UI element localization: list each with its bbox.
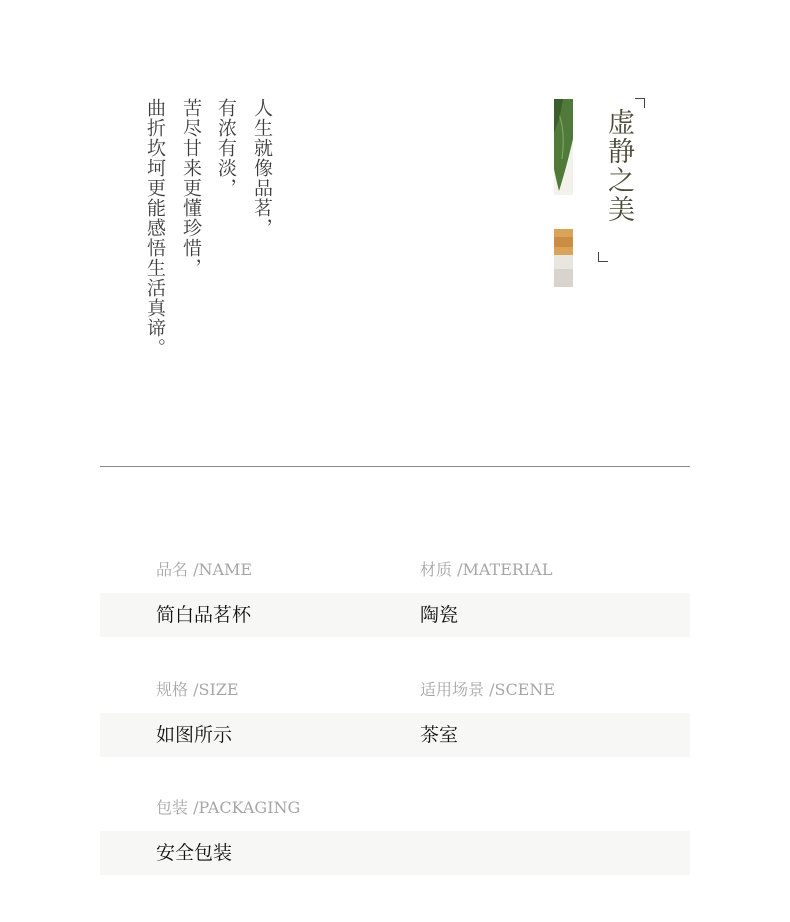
spec-value-row	[100, 593, 690, 637]
spec-value-row	[100, 831, 690, 875]
spec-label-row	[100, 679, 690, 707]
name-label: 品名 /NAME	[156, 560, 253, 579]
poem-line-2: 有浓有淡，	[215, 98, 237, 198]
size-label: 规格 /SIZE	[156, 680, 239, 699]
packaging-value: 安全包装	[156, 842, 233, 864]
size-value: 如图所示	[156, 724, 233, 746]
poem	[0, 98, 790, 388]
poem-line-3: 苦尽甘来更懂珍惜，	[180, 98, 202, 278]
poem-line-4: 曲折坎坷更能感悟生活真谛。	[144, 98, 166, 358]
title-block	[597, 98, 647, 262]
spec-row-size-scene	[100, 679, 690, 757]
tea-photo	[554, 99, 573, 287]
spec-label-row	[100, 797, 690, 825]
name-value: 简白品茗杯	[156, 604, 252, 626]
corner-bracket-top-right	[635, 98, 645, 108]
packaging-label: 包装 /PACKAGING	[156, 798, 301, 817]
page-title: 虚静之美	[603, 108, 634, 224]
material-label: 材质 /MATERIAL	[420, 560, 553, 579]
poem-line-1: 人生就像品茗，	[251, 98, 273, 238]
spec-row-name-material	[100, 559, 690, 637]
material-value: 陶瓷	[420, 604, 459, 626]
spec-value-row	[100, 713, 690, 757]
spec-label-row	[100, 559, 690, 587]
scene-value: 茶室	[420, 724, 459, 746]
section-divider	[100, 466, 690, 467]
corner-bracket-bottom-left	[598, 252, 608, 262]
scene-label: 适用场景 /SCENE	[420, 680, 556, 699]
spec-row-packaging	[100, 797, 690, 875]
